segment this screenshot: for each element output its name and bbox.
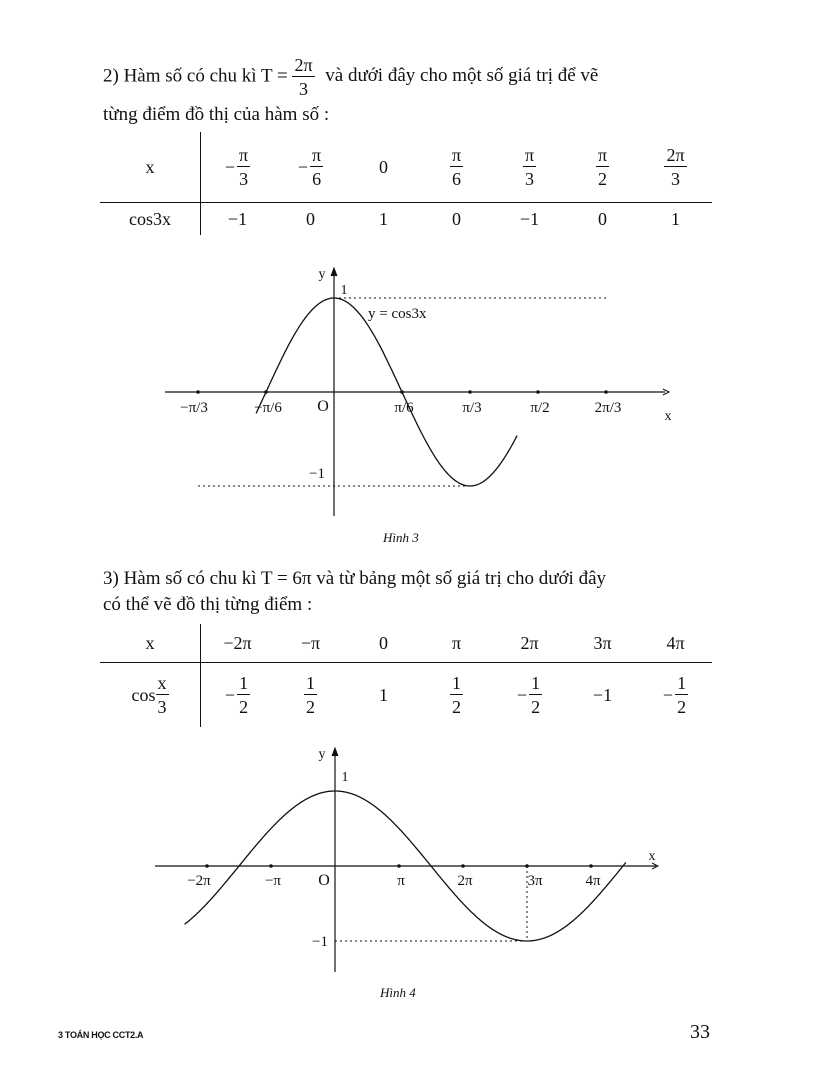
numerator: 1	[452, 673, 461, 693]
y-axis-arrow	[332, 748, 338, 756]
sign: −	[297, 156, 309, 177]
y-axis-arrow	[331, 268, 337, 276]
tick-dot	[269, 864, 273, 868]
y-axis-label: y	[318, 747, 326, 762]
table2-x-cell: 3π	[593, 632, 612, 653]
numerator: π	[597, 145, 608, 165]
x-over-3-fraction	[156, 674, 169, 716]
tick-dot	[264, 390, 268, 394]
sign: −	[224, 684, 236, 705]
sign: −	[516, 684, 528, 705]
table1-y-cell: 0	[306, 208, 315, 229]
section3-line2: có thể vẽ đồ thị từng điểm :	[103, 594, 313, 615]
numerator: 1	[677, 673, 687, 693]
tick-label: π/2	[530, 400, 550, 416]
fraction	[529, 674, 542, 716]
fraction	[450, 674, 463, 716]
tick-dot	[589, 864, 593, 868]
table1-x-cell	[281, 146, 341, 188]
table1-row-x	[100, 132, 712, 203]
table2-x-cell: 4π	[666, 632, 685, 653]
tick-label: π/3	[462, 400, 482, 416]
y-minus-one-label: −1	[312, 934, 328, 950]
denominator: 2	[598, 169, 607, 189]
table1-label-cos3x: cos3x	[100, 203, 201, 236]
table1-y-cell: 1	[379, 208, 388, 229]
tick-label: π/6	[394, 400, 414, 416]
table2-row-cos	[100, 663, 712, 728]
graph-cos-x-over-3	[150, 740, 670, 976]
y-minus-one-label: −1	[309, 466, 325, 482]
section3-line1: 3) Hàm số có chu kì T = 6π và từ bảng một số giá trị cho dưới đây	[103, 568, 607, 589]
table1-y-cell: −1	[227, 208, 248, 229]
table2-x-cell: 2π	[520, 632, 539, 653]
fraction	[664, 146, 686, 188]
tick-dot	[400, 390, 404, 394]
tick-dot	[397, 864, 401, 868]
origin-label: O	[318, 872, 330, 889]
tick-label: 2π	[457, 873, 473, 889]
fraction	[596, 146, 609, 188]
x-over-3-numerator: x	[157, 673, 167, 693]
section2-line2: từng điểm đồ thị của hàm số :	[103, 104, 330, 125]
section2-suffix: và dưới đây cho một số giá trị để vẽ	[325, 65, 599, 87]
table2-y-cell	[281, 674, 341, 716]
sign: −	[224, 156, 236, 177]
table2-label-cos	[100, 663, 201, 728]
table2-label-x: x	[100, 624, 201, 663]
value-table-1	[100, 132, 712, 235]
table2-x-cell: −π	[300, 632, 321, 653]
denominator: 2	[239, 697, 249, 717]
table1-y-cell: 0	[598, 208, 607, 229]
tick-dot	[468, 390, 472, 394]
table2-row-x	[100, 624, 712, 663]
table2-x-cell: 0	[379, 632, 388, 653]
period-numerator: 2π	[294, 55, 313, 75]
graph-cos3x	[140, 258, 680, 520]
numerator: π	[239, 145, 249, 165]
tick-dot	[205, 864, 209, 868]
function-label: y = cos3x	[368, 306, 427, 322]
fraction	[310, 146, 323, 188]
numerator: π	[312, 145, 322, 165]
tick-dot	[604, 390, 608, 394]
table2-y-cell	[427, 674, 487, 716]
y-axis-label: y	[318, 267, 326, 282]
numerator: π	[451, 145, 462, 165]
table1-y-cell: −1	[519, 208, 540, 229]
tick-dot	[525, 864, 529, 868]
y-one-label: 1	[340, 283, 348, 298]
table2-y-cell	[500, 674, 560, 716]
tick-dot	[536, 390, 540, 394]
value-table-2	[100, 624, 712, 727]
tick-label: 3π	[527, 873, 543, 889]
fraction	[304, 674, 317, 716]
numerator: 1	[239, 673, 249, 693]
caption-hinh-4: Hình 4	[380, 985, 416, 1000]
caption-hinh-3: Hình 3	[383, 530, 419, 545]
x-over-3-denominator: 3	[157, 697, 167, 717]
numerator: 2π	[666, 145, 685, 165]
tick-dot	[461, 864, 465, 868]
denominator: 3	[239, 169, 249, 189]
cos-prefix: cos	[131, 684, 156, 705]
denominator: 2	[452, 697, 461, 717]
denominator: 2	[306, 697, 315, 717]
denominator: 3	[671, 169, 680, 189]
y-one-label: 1	[341, 770, 349, 785]
table1-x-cell: 0	[379, 156, 388, 177]
table1-y-cell: 1	[671, 208, 680, 229]
denominator: 2	[677, 697, 687, 717]
table1-x-cell	[427, 146, 487, 188]
denominator: 6	[312, 169, 322, 189]
fraction	[675, 674, 688, 716]
table2-y-cell: 1	[379, 684, 388, 705]
denominator: 6	[452, 169, 461, 189]
x-axis-label: x	[648, 849, 656, 864]
footer-label: 3 TOÁN HỌC CCT2.A	[58, 1030, 144, 1040]
table1-label-x: x	[100, 132, 201, 203]
numerator: π	[524, 145, 535, 165]
table1-x-cell	[208, 146, 268, 188]
tick-label: −π/6	[254, 400, 282, 416]
period-denominator: 3	[298, 79, 308, 99]
fraction	[237, 674, 250, 716]
fraction	[523, 146, 536, 188]
table1-x-cell	[646, 146, 706, 188]
numerator: 1	[531, 673, 541, 693]
sign: −	[662, 684, 674, 705]
numerator: 1	[306, 673, 315, 693]
fraction	[237, 146, 250, 188]
tick-label: −2π	[187, 873, 211, 889]
section2-prefix: 2) Hàm số có chu kì T =	[103, 65, 288, 87]
table2-y-cell	[646, 674, 706, 716]
section2-paragraph	[103, 56, 598, 98]
period-fraction	[292, 56, 314, 98]
tick-label: −π	[264, 873, 282, 889]
table2-y-cell	[208, 674, 268, 716]
x-axis-label: x	[664, 409, 672, 424]
origin-label: O	[317, 398, 329, 415]
tick-label: −π/3	[180, 400, 208, 416]
table2-x-cell: π	[451, 632, 462, 653]
tick-dot	[196, 390, 200, 394]
table1-y-cell: 0	[452, 208, 461, 229]
table2-y-cell: −1	[592, 684, 613, 705]
tick-label: 2π/3	[594, 400, 622, 416]
table1-row-cos3x	[100, 203, 712, 236]
denominator: 2	[531, 697, 541, 717]
tick-label: 4π	[585, 873, 601, 889]
table1-x-cell	[573, 146, 633, 188]
table1-x-cell	[500, 146, 560, 188]
tick-label: π	[397, 873, 405, 889]
table2-x-cell: −2π	[223, 632, 252, 653]
page-number: 33	[690, 1021, 710, 1043]
denominator: 3	[525, 169, 534, 189]
fraction	[450, 146, 463, 188]
